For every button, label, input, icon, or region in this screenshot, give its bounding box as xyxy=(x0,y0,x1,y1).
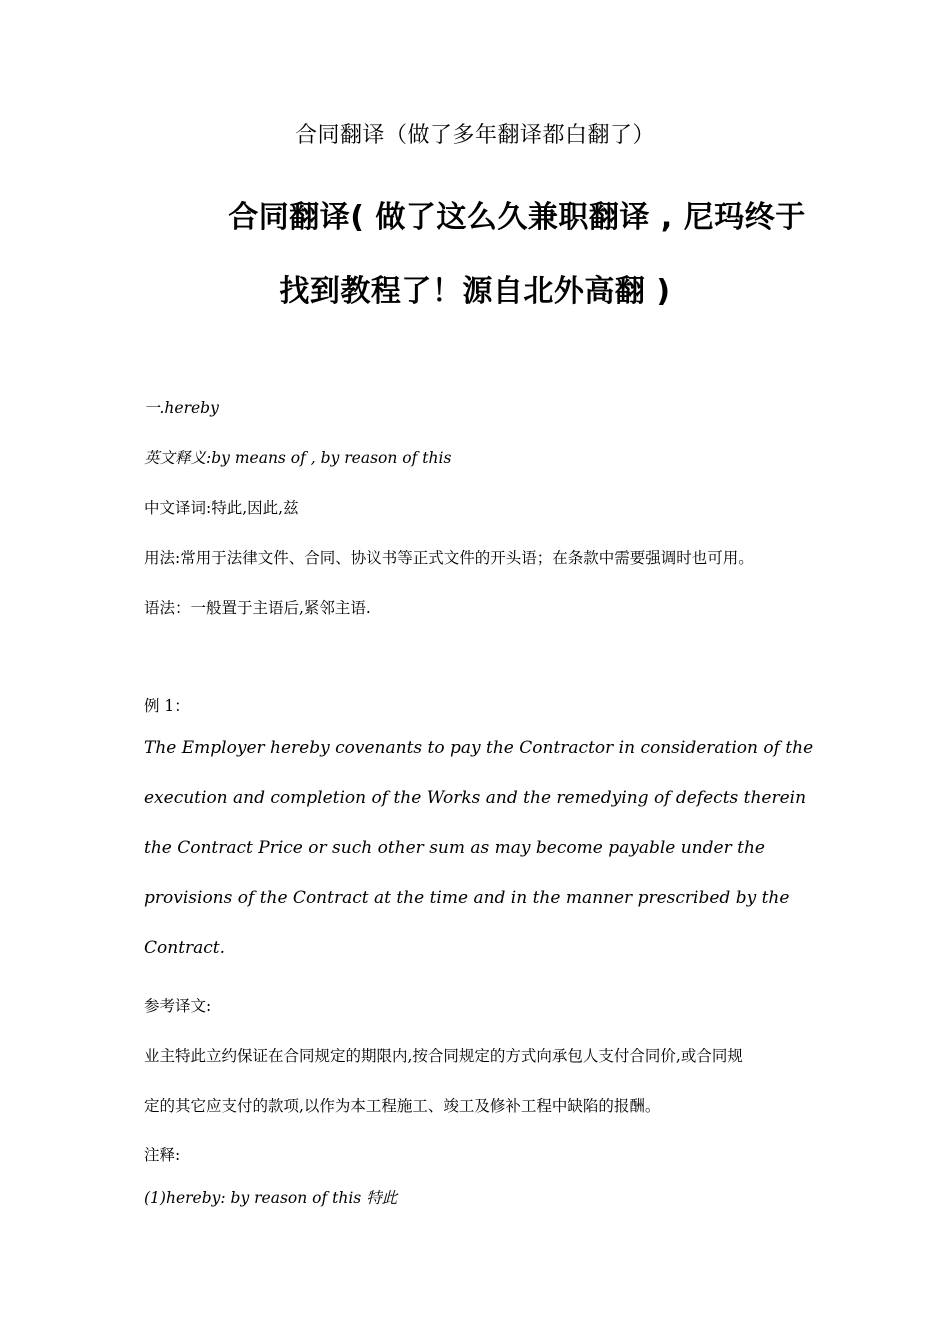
section-term-hereby: 一.hereby xyxy=(144,399,219,417)
usage-note: 用法:常用于法律文件、合同、协议书等正式文件的开头语；在条款中需要强调时也可用。 xyxy=(144,549,754,567)
reference-translation-line: 定的其它应支付的款项,以作为本工程施工、竣工及修补工程中缺陷的报酬。 xyxy=(144,1097,661,1115)
reference-translation-label: 参考译文: xyxy=(144,997,212,1015)
main-heading-line-2: 找到教程了！源自北外高翻 ) xyxy=(279,274,671,309)
main-heading-line-1: 合同翻译( 做了这么久兼职翻译 , 尼玛终于 xyxy=(228,200,806,235)
example-english-line: provisions of the Contract at the time and in the manner prescribed by the xyxy=(144,888,790,908)
example-english-line: execution and completion of the Works and the remedying of defects therein xyxy=(144,788,807,808)
notes-label: 注释: xyxy=(144,1146,181,1164)
chinese-translation: 中文译词:特此,因此,兹 xyxy=(144,499,299,517)
example-english-line: The Employer hereby covenants to pay the Contractor in consideration of the xyxy=(144,738,814,758)
english-meaning: 英文释义:by means of , by reason of this xyxy=(144,449,452,467)
reference-translation-line: 业主特此立约保证在合同规定的期限内,按合同规定的方式向承包人支付合同价,或合同规 xyxy=(144,1047,743,1065)
document-title: 合同翻译（做了多年翻译都白翻了） xyxy=(294,123,655,148)
grammar-note: 语法：一般置于主语后,紧邻主语. xyxy=(144,599,371,617)
example-english-line: Contract. xyxy=(144,938,226,958)
note-1: (1)hereby: by reason of this 特此 xyxy=(144,1189,398,1207)
example-label: 例 1： xyxy=(144,697,190,715)
example-english-line: the Contract Price or such other sum as may become payable under the xyxy=(144,838,765,858)
